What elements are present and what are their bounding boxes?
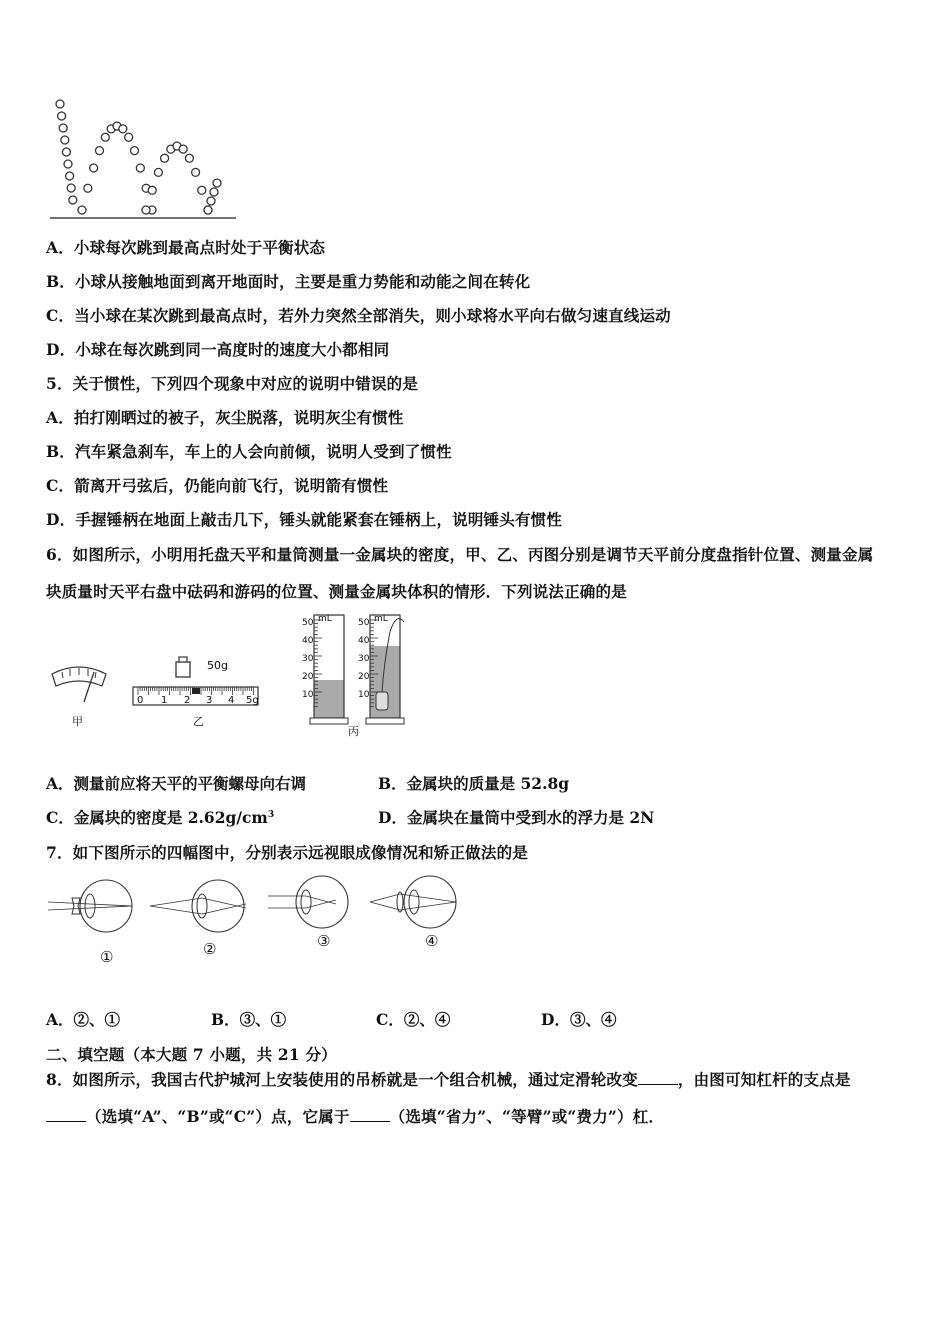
q8-line1-pre: 8．如图所示，我国古代护城河上安装使用的吊桥就是一个组合机械，通过定滑轮改变: [46, 1070, 638, 1089]
cyl-tick-30: 30: [302, 654, 314, 664]
balance-dial-figure: [48, 660, 110, 710]
weight-mass-label: 50g: [207, 659, 228, 672]
ball-image: [62, 148, 70, 156]
cyl-tick-40-right: 40: [358, 636, 370, 646]
cyl-tick-20: 20: [302, 672, 314, 682]
ball-image: [56, 100, 64, 108]
weight-icon: [173, 655, 193, 679]
ball-image: [90, 164, 98, 172]
q4-option-c: C．当小球在某次跳到最高点时，若外力突然全部消失，则小球将水平向右做匀速直线运动: [46, 306, 671, 325]
eye-diagram-4: [368, 872, 464, 932]
q6-option-d: D．金属块在量筒中受到水的浮力是 2N: [378, 808, 655, 827]
ball-image: [59, 124, 67, 132]
q6-option-c-sup: 3: [267, 809, 275, 820]
q6-stem-line1: 6．如图所示，小明用托盘天平和量筒测量一金属块的密度，甲、乙、丙图分别是调节天平前分度盘指针位置、测量金属: [46, 545, 874, 564]
ruler-tick-0: 0: [137, 695, 144, 706]
q5-option-a: A．拍打刚晒过的被子，灰尘脱落，说明灰尘有惯性: [46, 408, 404, 427]
figure-label-yi: 乙: [193, 715, 204, 728]
eye-label-3: ③: [317, 932, 331, 950]
ball-image: [210, 188, 218, 196]
ball-image: [101, 133, 109, 141]
ball-image: [198, 186, 206, 194]
q4-option-b: B．小球从接触地面到离开地面时，主要是重力势能和动能之间在转化: [46, 272, 531, 291]
q5-stem: 5．关于惯性，下列四个现象中对应的说明中错误的是: [46, 374, 419, 393]
ball-image: [142, 206, 150, 214]
q8-line1-post: ，由图可知杠杆的支点是: [677, 1070, 851, 1089]
graduated-cylinders-figure: [300, 612, 420, 727]
cyl-tick-30-right: 30: [358, 654, 370, 664]
q8-line2: [46, 1105, 664, 1127]
ball-image: [67, 184, 75, 192]
q7-option-a: A．②、①: [46, 1010, 121, 1029]
ball-image: [185, 154, 193, 162]
q7-stem: 7．如下图所示的四幅图中，分别表示远视眼成像情况和矫正做法的是: [46, 843, 528, 862]
ruler-tick-3: 3: [206, 695, 213, 706]
q6-option-b: B．金属块的质量是 52.8g: [378, 774, 570, 793]
q4-option-a: A．小球每次跳到最高点时处于平衡状态: [46, 238, 326, 257]
ball-image: [204, 206, 212, 214]
figure-label-bing: 丙: [348, 725, 359, 738]
ball-image: [213, 179, 221, 187]
q8-blank-2[interactable]: [46, 1107, 86, 1122]
q5-option-b: B．汽车紧急刹车，车上的人会向前倾，说明人受到了惯性: [46, 442, 452, 461]
eye-label-4: ④: [425, 932, 439, 950]
ball-image: [207, 197, 215, 205]
ball-image: [131, 147, 139, 155]
q7-option-b: B．③、①: [211, 1010, 287, 1029]
ball-image: [66, 172, 74, 180]
cyl-tick-10: 10: [302, 690, 314, 700]
eye-label-1: ①: [100, 948, 114, 966]
ball-image: [179, 145, 187, 153]
eye-label-2: ②: [203, 940, 217, 958]
q5-option-d: D．手握锤柄在地面上敲击几下，锤头就能紧套在锤柄上，说明锤头有惯性: [46, 510, 563, 529]
q8-line2-post: （选填“省力”、“等臂”或“费力”）杠．: [389, 1107, 665, 1126]
q8-line1: [46, 1068, 851, 1090]
ball-image: [148, 186, 156, 194]
cyl-tick-50: 50: [302, 618, 314, 628]
cylinder-unit-right: mL: [374, 614, 388, 624]
ball-image: [125, 133, 133, 141]
bouncing-ball-figure: [46, 98, 241, 223]
q6-option-a: A．测量前应将天平的平衡螺母向右调: [46, 774, 307, 793]
ruler-tick-1: 1: [161, 695, 168, 706]
ball-image: [154, 168, 162, 176]
ruler-tick-2: 2: [184, 695, 191, 706]
cyl-tick-40: 40: [302, 636, 314, 646]
ball-image: [84, 184, 92, 192]
q8-blank-3[interactable]: [350, 1107, 390, 1122]
ball-image: [64, 160, 72, 168]
q7-option-d: D．③、④: [541, 1010, 617, 1029]
ball-image: [58, 112, 66, 120]
q6-stem-line2: 块质量时天平右盘中砝码和游码的位置、测量金属块体积的情形．下列说法正确的是: [46, 582, 627, 601]
cyl-tick-50-right: 50: [358, 618, 370, 628]
ball-image: [78, 206, 86, 214]
ball-image: [69, 196, 77, 204]
eye-diagram-3: [266, 872, 358, 932]
ball-image: [136, 164, 144, 172]
ball-image: [192, 168, 200, 176]
q5-option-c: C．箭离开弓弦后，仍能向前飞行，说明箭有惯性: [46, 476, 389, 495]
ball-image: [96, 147, 104, 155]
ruler-tick-5: 5g: [246, 695, 259, 706]
eye-diagram-1: [46, 876, 138, 936]
rider-scale-ruler: [132, 686, 260, 708]
q8-blank-1[interactable]: [638, 1070, 678, 1085]
cylinder-unit-left: mL: [318, 614, 332, 624]
section-heading: 二、填空题（本大题 7 小题，共 21 分）: [46, 1045, 337, 1064]
cyl-tick-20-right: 20: [358, 672, 370, 682]
ball-image: [61, 136, 69, 144]
q4-option-d: D．小球在每次跳到同一高度时的速度大小都相同: [46, 340, 390, 359]
figure-label-jia: 甲: [72, 715, 83, 728]
q8-line2-mid: （选填“A”、“B”或“C”）点，它属于: [86, 1107, 350, 1126]
cyl-tick-10-right: 10: [358, 690, 370, 700]
q7-option-c: C．②、④: [376, 1010, 451, 1029]
eye-diagram-2: [148, 876, 248, 936]
q6-option-c-text: C．金属块的密度是 2.62g/cm: [46, 808, 268, 827]
ball-image: [119, 125, 127, 133]
ball-image: [161, 154, 169, 162]
q6-option-c: [46, 806, 274, 828]
ruler-tick-4: 4: [228, 695, 235, 706]
